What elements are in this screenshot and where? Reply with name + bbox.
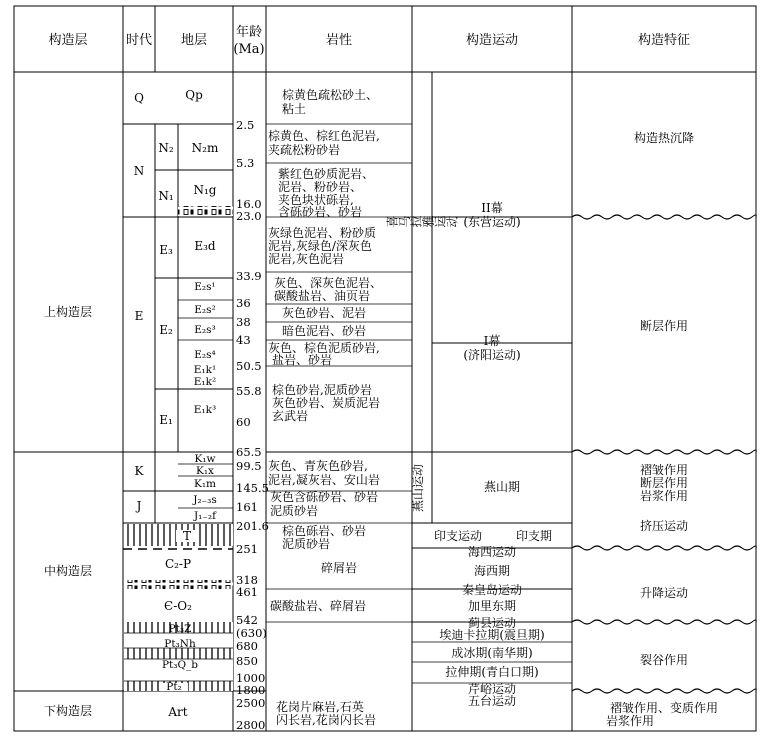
strata-pt2: Pt₂ (166, 681, 182, 693)
movement-episode1: I幕 (483, 334, 501, 348)
layer-upper: 上构造层 (43, 305, 93, 319)
lith-line: 粘土 (282, 102, 307, 116)
age-label: 251 (236, 542, 258, 556)
unconformity-wave-2 (572, 450, 756, 454)
strata-j12f: J₁₋₂f (193, 510, 217, 522)
movement-hercynian-period: 海西期 (473, 564, 511, 578)
header-lithology: 岩性 (325, 33, 353, 48)
age-label: 5.3 (236, 156, 255, 170)
movement-wutai: 五台运动 (467, 694, 517, 708)
age-label: 2800 (236, 718, 266, 732)
movement-yanshan-period: 燕山期 (483, 480, 521, 494)
movement-episode2-name: (东营运动) (463, 215, 521, 229)
strata-k1x: K₁x (196, 465, 214, 477)
layer-middle: 中构造层 (43, 564, 93, 578)
unconformity-wave-4 (572, 620, 756, 624)
header-strata: 地层 (180, 33, 208, 48)
lith-line: 灰色砂岩、泥岩 (282, 306, 367, 320)
strata-e1k1: E₁k¹ (193, 364, 217, 376)
lith-line: 泥岩、粉砂岩、 (278, 180, 363, 194)
age-label: 145.5 (236, 481, 269, 495)
strata-e3: E₃ (159, 243, 173, 257)
strata-t: T (182, 529, 192, 543)
lith-line: 花岗片麻岩,石英 (276, 700, 364, 714)
movement-jixian: 蓟县运动 (467, 616, 517, 630)
age-label: 99.5 (236, 459, 262, 473)
lith-line: 玄武岩 (272, 409, 309, 423)
strata-c2p: C₂-P (164, 557, 192, 571)
lith-line: 暗色泥岩、砂岩 (282, 324, 367, 338)
feature-uplift: 升降运动 (639, 586, 689, 600)
layer-lower: 下构造层 (43, 704, 93, 718)
lith-line: 泥质砂岩 (270, 504, 319, 518)
age-label: 201.6 (236, 519, 269, 533)
age-label: 50.5 (236, 359, 262, 373)
strata-k1m: K₁m (193, 478, 217, 490)
movement-cryogenian-period: 成冰期(南华期) (451, 646, 533, 660)
age-label: 2500 (236, 696, 266, 710)
movement-himalaya-vertical: 喜马拉雅运动 (386, 215, 458, 229)
strata-e3d: E₃d (194, 239, 216, 253)
band-gravel-318 (124, 580, 233, 589)
age-label: 60 (236, 415, 251, 429)
movement-indosinian-period: 印支期 (515, 529, 553, 543)
lith-line: 灰色、深灰色泥岩、 (274, 276, 383, 290)
lith-line: 碳酸盐岩、油页岩 (274, 289, 371, 303)
strata-art: Art (168, 705, 188, 719)
strata-e2s3: E₂s³ (194, 324, 216, 336)
age-column (236, 118, 269, 732)
age-label: 850 (236, 654, 258, 668)
lith-line: 泥岩,凝灰岩、安山岩 (268, 473, 380, 487)
feature-faulting: 断层作用 (639, 319, 689, 333)
lith-line: 碳酸盐岩、碎屑岩 (270, 599, 367, 613)
age-label: 65.5 (236, 445, 262, 459)
movement-episode1-name: (济阳运动) (463, 348, 521, 362)
lith-line: 灰色砂岩、炭质泥岩 (272, 396, 381, 410)
header-movement: 构造运动 (465, 33, 519, 48)
era-n: N (133, 164, 145, 178)
movement-ediacaran-period: 埃迪卡拉期(震旦期) (439, 628, 545, 642)
header-era: 时代 (125, 33, 153, 48)
lith-line: 灰色含砾砂岩、砂岩 (270, 490, 379, 504)
age-label: 36 (236, 296, 251, 310)
era-j: J (136, 499, 142, 513)
strata-n1: N₁ (158, 189, 174, 203)
header-age: 年龄 (235, 25, 263, 40)
strata-e1k2: E₁k² (193, 376, 217, 388)
age-label: 23.0 (236, 209, 262, 223)
strata-n2: N₂ (158, 141, 174, 155)
movement-caledonian-period: 加里东期 (467, 599, 517, 613)
strata-e1: E₁ (159, 413, 173, 427)
age-label: 55.8 (236, 384, 262, 398)
movement-episode2: II幕 (481, 201, 503, 215)
feature-compression: 挤压运动 (639, 519, 689, 533)
lith-line: 棕色砾岩、砂岩 (282, 524, 367, 538)
lithology-column (268, 87, 382, 727)
strata-qp: Qp (185, 88, 203, 102)
lith-line: 棕色砂岩,泥质砂岩 (272, 383, 372, 397)
strata-e2s1: E₂s¹ (194, 281, 216, 293)
strata-k1w: K₁w (194, 453, 216, 465)
strata-e2s4: E₂s⁴ (194, 349, 216, 361)
feature-rifting: 裂谷作用 (639, 653, 689, 667)
age-label: (630) (236, 626, 267, 640)
movement-tonian-period: 拉伸期(青白口期) (445, 665, 539, 679)
unconformity-wave-3 (572, 546, 756, 550)
lith-line: 棕黄色疏松砂土、 (282, 88, 379, 102)
era-k: K (134, 464, 144, 478)
lith-line: 夹疏松粉砂岩 (268, 143, 341, 157)
strata-e1k3: E₁k³ (193, 404, 217, 416)
header-feature: 构造特征 (637, 33, 691, 48)
strata-pt3z: Pt₃Z (168, 623, 192, 635)
lith-line: 灰色、青灰色砂岩, (268, 459, 368, 473)
lith-line: 灰色、棕色泥质砂岩, (268, 341, 380, 355)
age-label: 542 (236, 613, 258, 627)
movement-indosinian: 印支运动 (433, 529, 483, 543)
age-label: 318 (236, 573, 258, 587)
lith-line: 紫红色砂质泥岩、 (278, 167, 375, 181)
strata-e2s2: E₂s² (194, 304, 216, 316)
lith-line: 棕黄色、棕红色泥岩, (268, 129, 380, 143)
movement-qinhuangdao: 秦皇岛运动 (461, 583, 523, 597)
lith-line: 灰绿色泥岩、粉砂质 (268, 226, 377, 240)
movement-hercynian: 海西运动 (467, 545, 517, 559)
lith-line: 含砾砂岩、砂岩 (278, 205, 363, 219)
header-age-unit: (Ma) (233, 42, 265, 57)
strata-n2m: N₂m (191, 141, 219, 155)
age-label: 1000 (236, 671, 266, 685)
feature-fault: 断层作用 (639, 476, 689, 490)
age-label: 43 (236, 333, 251, 347)
feature-lower-a: 褶皱作用、变质作用 (609, 701, 719, 715)
lith-line: 夹色块状砾岩, (278, 193, 354, 207)
unconformity-wave-1 (572, 215, 756, 219)
strata-j23s: J₂₋₃s (193, 494, 217, 506)
movement-fuping: 芹峪运动 (467, 682, 517, 696)
age-label: 38 (236, 315, 251, 329)
strata-e2: E₂ (159, 323, 173, 337)
movement-yanshan-vertical: 燕山运动 (411, 463, 425, 513)
strata-pt3nh: Pt₃Nh (164, 638, 196, 650)
lith-line: 泥岩,灰绿色/深灰色 (268, 239, 372, 253)
unconformity-wave-5 (572, 689, 756, 693)
feature-magmatism: 岩浆作用 (639, 489, 689, 503)
strata-co2: Є-O₂ (164, 599, 192, 613)
lith-line: 泥岩,灰色泥岩 (268, 252, 344, 266)
unconformity-gravel-n1 (178, 206, 233, 216)
header-tectonic-layer: 构造层 (48, 33, 88, 48)
age-label: 16.0 (236, 197, 262, 211)
strata-pt3qb: Pt₃Q_b (161, 659, 199, 671)
age-label: 1800 (236, 683, 266, 697)
feature-lower-b: 岩浆作用 (605, 714, 655, 728)
era-e: E (134, 309, 144, 323)
feature-folding: 褶皱作用 (639, 463, 689, 477)
era-q: Q (134, 91, 144, 105)
age-label: 680 (236, 639, 258, 653)
lith-line: 碎屑岩 (320, 561, 358, 575)
age-label: 33.9 (236, 269, 262, 283)
lith-line: 盐岩、砂岩 (272, 353, 333, 367)
lith-line: 闪长岩,花岗闪长岩 (276, 713, 376, 727)
age-label: 461 (236, 585, 258, 599)
lith-line: 泥质砂岩 (282, 537, 331, 551)
age-label: 2.5 (236, 118, 255, 132)
age-label: 161 (236, 500, 258, 514)
feature-subsidence: 构造热沉降 (633, 131, 695, 145)
strata-n1g: N₁g (193, 183, 217, 197)
